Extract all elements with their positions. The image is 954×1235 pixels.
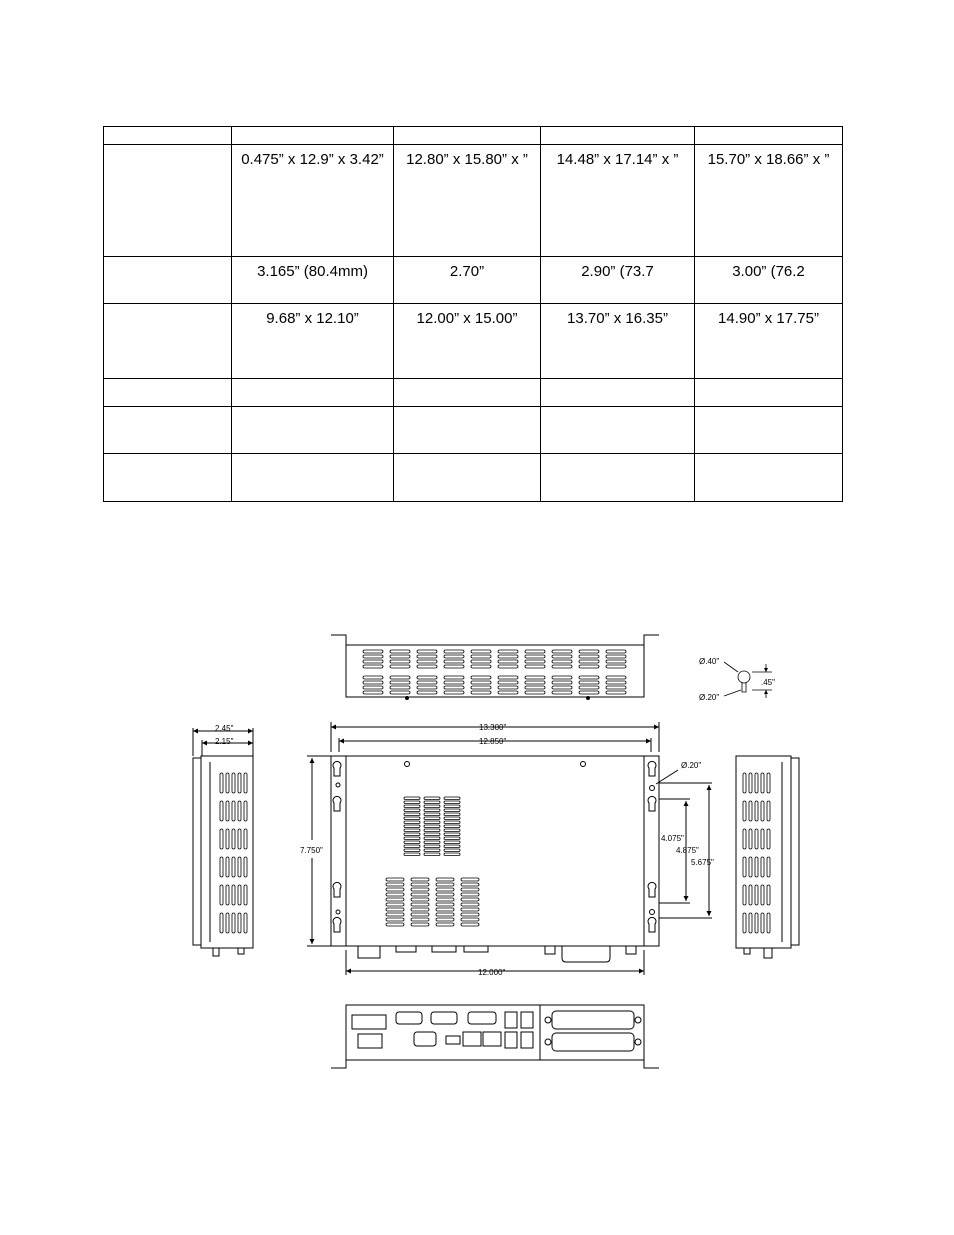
vent-slot [606, 655, 626, 658]
vent-slot [238, 913, 241, 933]
vent-slot [749, 857, 752, 877]
vent-slot [606, 681, 626, 684]
vent-slot [390, 676, 410, 679]
vent-slot [606, 665, 626, 668]
vent-slot [444, 833, 460, 836]
vent-slot [404, 845, 420, 848]
vent-slot [444, 841, 460, 844]
vent-slot [424, 813, 440, 816]
vent-slot [404, 833, 420, 836]
vent-slot [436, 913, 454, 916]
vent-slot [390, 655, 410, 658]
vent-slot [749, 829, 752, 849]
vent-slot [424, 797, 440, 800]
vent-slot [404, 837, 420, 840]
vent-slot [436, 908, 454, 911]
vent-slot [386, 878, 404, 881]
vent-slot [444, 801, 460, 804]
front-view-vent-grid-upper [404, 797, 460, 856]
vent-slot [498, 665, 518, 668]
vent-slot [424, 829, 440, 832]
vent-slot [761, 857, 764, 877]
vent-slot [767, 773, 770, 793]
mount-width-label: 12.850" [479, 737, 507, 746]
vent-slot [461, 893, 479, 896]
hole-spacing-c-label: 5.675" [691, 858, 714, 867]
vent-slot [404, 821, 420, 824]
vent-slot [552, 650, 572, 653]
vent-slot [471, 686, 491, 689]
vent-slot [424, 801, 440, 804]
vent-slot [498, 686, 518, 689]
vent-slot [363, 665, 383, 668]
right-view-vent-slots [743, 773, 770, 933]
front-view-vent-grid-lower [386, 878, 479, 926]
vent-slot [424, 821, 440, 824]
hole-spacing-a-label: 4.075" [661, 834, 684, 843]
vent-slot [390, 665, 410, 668]
vent-slot [525, 665, 545, 668]
vent-slot [417, 650, 437, 653]
vent-slot [444, 691, 464, 694]
vent-slot [386, 883, 404, 886]
vent-slot [226, 829, 229, 849]
spec-cell-text: 2.70” [449, 263, 485, 280]
vent-slot [220, 801, 223, 821]
vent-slot [761, 801, 764, 821]
vent-slot [424, 809, 440, 812]
vent-slot [755, 885, 758, 905]
vent-slot [767, 801, 770, 821]
vent-slot [424, 845, 440, 848]
vent-slot [363, 691, 383, 694]
vent-slot [579, 686, 599, 689]
spec-cell-text: 15.70” x 18.66” x ” [707, 151, 830, 168]
vent-slot [404, 809, 420, 812]
vent-slot [606, 691, 626, 694]
vent-slot [471, 655, 491, 658]
vent-slot [761, 913, 764, 933]
vent-slot [743, 829, 746, 849]
vent-slot [386, 923, 404, 926]
vent-slot [606, 650, 626, 653]
vent-slot [444, 797, 460, 800]
spec-cell-text: 12.80” x 15.80” x ” [406, 151, 528, 168]
vent-slot [461, 878, 479, 881]
spec-cell-text: 0.475” x 12.9” x 3.42” [241, 151, 384, 168]
vent-slot [471, 650, 491, 653]
hole-offset-label: .45" [761, 678, 775, 687]
vent-slot [743, 857, 746, 877]
vent-slot [424, 817, 440, 820]
vent-slot [386, 898, 404, 901]
vent-slot [444, 655, 464, 658]
vent-slot [552, 660, 572, 663]
vent-slot [461, 913, 479, 916]
vent-slot [424, 837, 440, 840]
spec-cell-text: 14.48” x 17.14” x ” [556, 151, 679, 168]
overall-height-label: 7.750" [300, 846, 323, 855]
top-view-vent-slots [363, 650, 626, 694]
vent-slot [579, 660, 599, 663]
vent-slot [461, 898, 479, 901]
vent-slot [436, 918, 454, 921]
vent-slot [552, 665, 572, 668]
vent-slot [363, 681, 383, 684]
vent-slot [238, 885, 241, 905]
hole-inner-dia-label: Ø.20" [699, 693, 720, 702]
side-depth-inner-label: 2.15" [215, 737, 234, 746]
vent-slot [444, 805, 460, 808]
vent-slot [461, 883, 479, 886]
vent-slot [404, 849, 420, 852]
vent-slot [444, 660, 464, 663]
vent-slot [749, 801, 752, 821]
vent-slot [411, 878, 429, 881]
vent-slot [238, 829, 241, 849]
vent-slot [444, 849, 460, 852]
vent-slot [363, 686, 383, 689]
vent-slot [444, 845, 460, 848]
vent-slot [424, 833, 440, 836]
vent-slot [579, 691, 599, 694]
vent-slot [471, 660, 491, 663]
vent-slot [424, 805, 440, 808]
vent-slot [404, 805, 420, 808]
vent-slot [749, 885, 752, 905]
vent-slot [444, 853, 460, 856]
vent-slot [220, 913, 223, 933]
vent-slot [386, 893, 404, 896]
body-width-label: 12.000" [478, 968, 506, 977]
vent-slot [232, 801, 235, 821]
mount-hole-dia-label: Ø.20" [681, 761, 702, 770]
vent-slot [498, 660, 518, 663]
vent-slot [767, 857, 770, 877]
vent-slot [471, 681, 491, 684]
vent-slot [436, 898, 454, 901]
vent-slot [238, 801, 241, 821]
vent-slot [444, 829, 460, 832]
front-view [307, 722, 712, 975]
vent-slot [525, 655, 545, 658]
vent-slot [743, 913, 746, 933]
vent-slot [606, 660, 626, 663]
vent-slot [226, 773, 229, 793]
vent-slot [444, 821, 460, 824]
vent-slot [390, 691, 410, 694]
vent-slot [411, 883, 429, 886]
spec-cell-text: 3.00” (76.2 [732, 263, 805, 280]
vent-slot [386, 908, 404, 911]
vent-slot [498, 650, 518, 653]
vent-slot [417, 686, 437, 689]
vent-slot [606, 686, 626, 689]
vent-slot [552, 691, 572, 694]
vent-slot [390, 650, 410, 653]
vent-slot [386, 888, 404, 891]
vent-slot [244, 829, 247, 849]
vent-slot [444, 686, 464, 689]
vent-slot [386, 903, 404, 906]
vent-slot [755, 829, 758, 849]
vent-slot [552, 681, 572, 684]
vent-slot [761, 773, 764, 793]
vent-slot [238, 773, 241, 793]
vent-slot [749, 773, 752, 793]
vent-slot [436, 893, 454, 896]
vent-slot [417, 676, 437, 679]
vent-slot [417, 681, 437, 684]
vent-slot [424, 849, 440, 852]
vent-slot [411, 918, 429, 921]
hole-spacing-b-label: 4.875" [676, 846, 699, 855]
vent-slot [220, 773, 223, 793]
spec-cell-text: 9.68” x 12.10” [266, 310, 359, 327]
vent-slot [404, 825, 420, 828]
vent-slot [552, 686, 572, 689]
overall-width-label: 13.300" [479, 723, 507, 732]
vent-slot [232, 885, 235, 905]
vent-slot [471, 691, 491, 694]
vent-slot [525, 691, 545, 694]
vent-slot [220, 857, 223, 877]
vent-slot [525, 681, 545, 684]
vent-slot [363, 655, 383, 658]
vent-slot [444, 650, 464, 653]
vent-slot [755, 801, 758, 821]
vent-slot [417, 660, 437, 663]
vent-slot [244, 773, 247, 793]
vent-slot [390, 681, 410, 684]
vent-slot [386, 913, 404, 916]
vent-slot [220, 885, 223, 905]
vent-slot [444, 837, 460, 840]
top-view [331, 635, 659, 700]
hole-outer-dia-label: Ø.40" [699, 657, 720, 666]
vent-slot [743, 885, 746, 905]
vent-slot [444, 817, 460, 820]
vent-slot [498, 676, 518, 679]
vent-slot [232, 913, 235, 933]
spec-cell-text: 2.90” (73.7 [581, 263, 654, 280]
vent-slot [404, 813, 420, 816]
vent-slot [417, 665, 437, 668]
vent-slot [498, 655, 518, 658]
vent-slot [525, 676, 545, 679]
vent-slot [226, 857, 229, 877]
spec-cell-text: 3.165” (80.4mm) [257, 263, 368, 280]
vent-slot [404, 853, 420, 856]
vent-slot [749, 913, 752, 933]
vent-slot [444, 809, 460, 812]
vent-slot [424, 841, 440, 844]
vent-slot [498, 681, 518, 684]
vent-slot [552, 655, 572, 658]
vent-slot [767, 829, 770, 849]
side-depth-outer-label: 2.45" [215, 724, 234, 733]
vent-slot [404, 801, 420, 804]
spec-cell-text: 13.70” x 16.35” [567, 310, 668, 327]
vent-slot [244, 857, 247, 877]
spec-cell-text: 12.00” x 15.00” [416, 310, 518, 327]
vent-slot [411, 893, 429, 896]
vent-slot [461, 923, 479, 926]
vent-slot [525, 660, 545, 663]
vent-slot [525, 686, 545, 689]
vent-slot [436, 923, 454, 926]
right-side-view [736, 756, 799, 958]
vent-slot [411, 908, 429, 911]
vent-slot [579, 676, 599, 679]
vent-slot [579, 681, 599, 684]
vent-slot [411, 923, 429, 926]
vent-slot [424, 853, 440, 856]
vent-slot [461, 908, 479, 911]
vent-slot [436, 883, 454, 886]
vent-slot [444, 665, 464, 668]
vent-slot [417, 655, 437, 658]
vent-slot [411, 898, 429, 901]
vent-slot [743, 801, 746, 821]
rear-io-view [331, 1005, 659, 1068]
vent-slot [606, 676, 626, 679]
vent-slot [411, 913, 429, 916]
vent-slot [461, 903, 479, 906]
vent-slot [767, 913, 770, 933]
vent-slot [390, 660, 410, 663]
vent-slot [244, 801, 247, 821]
vent-slot [579, 650, 599, 653]
vent-slot [579, 655, 599, 658]
vent-slot [390, 686, 410, 689]
vent-slot [579, 665, 599, 668]
vent-slot [767, 885, 770, 905]
vent-slot [226, 885, 229, 905]
vent-slot [226, 801, 229, 821]
vent-slot [755, 857, 758, 877]
left-side-view [193, 728, 253, 956]
vent-slot [226, 913, 229, 933]
vent-slot [411, 888, 429, 891]
vent-slot [417, 691, 437, 694]
vent-slot [238, 857, 241, 877]
vent-slot [755, 773, 758, 793]
vent-slot [444, 676, 464, 679]
vent-slot [404, 817, 420, 820]
spec-cell-text: 14.90” x 17.75” [718, 310, 819, 327]
vent-slot [424, 825, 440, 828]
vent-slot [436, 888, 454, 891]
vent-slot [761, 829, 764, 849]
vent-slot [552, 676, 572, 679]
vent-slot [404, 829, 420, 832]
vent-slot [436, 878, 454, 881]
vent-slot [525, 650, 545, 653]
vent-slot [444, 681, 464, 684]
vent-slot [232, 773, 235, 793]
vent-slot [743, 773, 746, 793]
vent-slot [444, 813, 460, 816]
vent-slot [436, 903, 454, 906]
vent-slot [761, 885, 764, 905]
vent-slot [363, 660, 383, 663]
vent-slot [232, 857, 235, 877]
vent-slot [444, 825, 460, 828]
vent-slot [498, 691, 518, 694]
vent-slot [363, 650, 383, 653]
vent-slot [404, 841, 420, 844]
vent-slot [471, 665, 491, 668]
vent-slot [471, 676, 491, 679]
vent-slot [220, 829, 223, 849]
vent-slot [232, 829, 235, 849]
vent-slot [363, 676, 383, 679]
vent-slot [386, 918, 404, 921]
vent-slot [755, 913, 758, 933]
vent-slot [244, 885, 247, 905]
vent-slot [461, 888, 479, 891]
vent-slot [404, 797, 420, 800]
vent-slot [461, 918, 479, 921]
vent-slot [411, 903, 429, 906]
left-view-vent-slots [220, 773, 247, 933]
vent-slot [244, 913, 247, 933]
